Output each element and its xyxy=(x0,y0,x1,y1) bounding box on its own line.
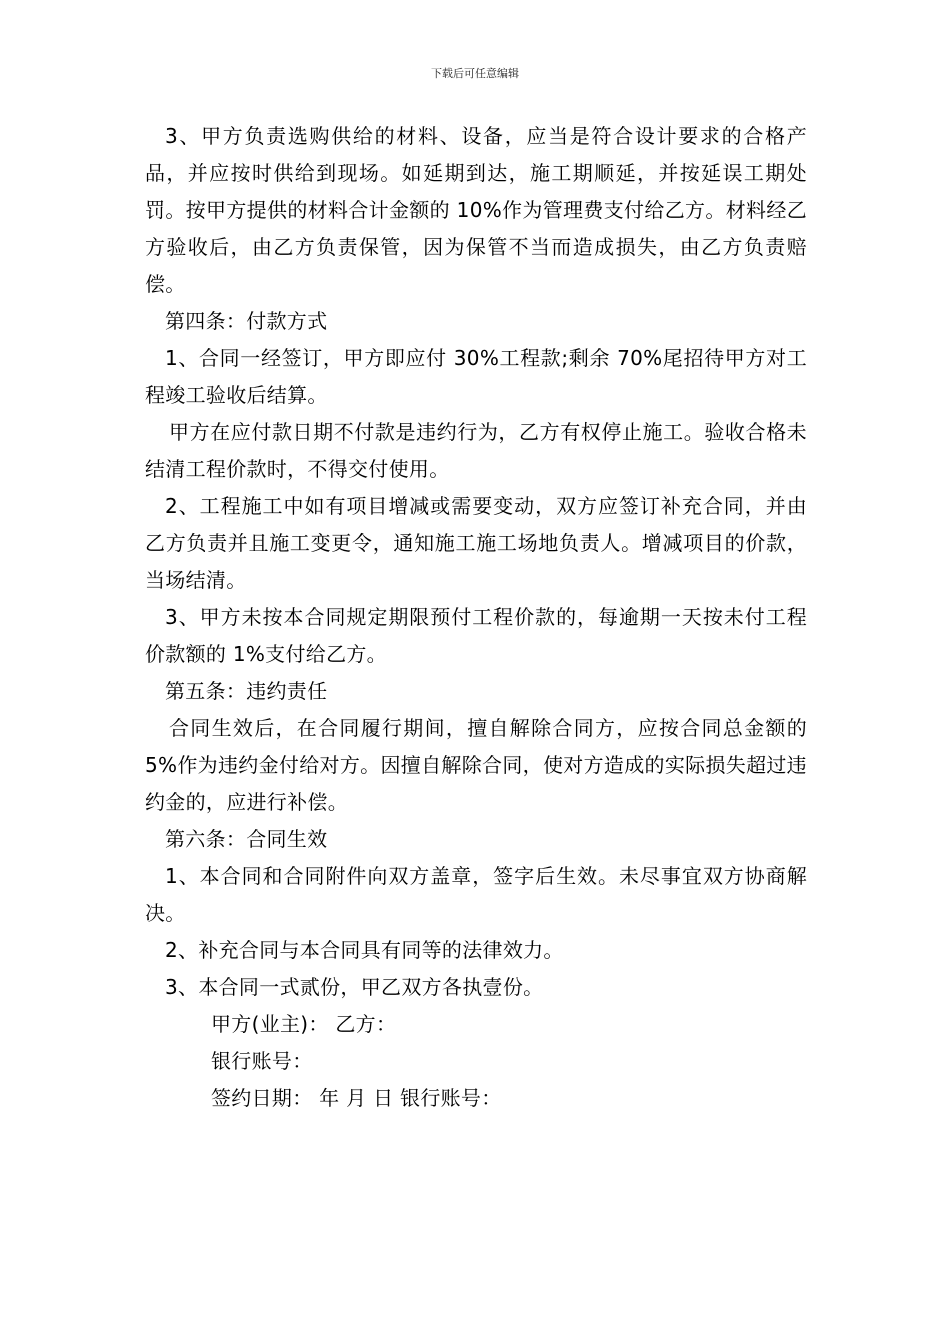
signature-party-line: 甲方(业主)： 乙方： xyxy=(211,1012,397,1036)
article-6-clause-2: 2、补充合同与本合同具有同等的法律效力。 xyxy=(165,938,564,962)
article-5-heading: 第五条：违约责任 xyxy=(165,679,328,703)
article-6-clause-3: 3、本合同一式贰份，甲乙双方各执壹份。 xyxy=(165,975,544,999)
article-6-heading: 第六条：合同生效 xyxy=(165,827,328,851)
article-4-heading: 第四条：付款方式 xyxy=(165,309,328,333)
article-4-clause-3: 3、甲方未按本合同规定期限预付工程价款的，每逾期一天按未付工程价款额的 1%支付给乙方。 xyxy=(145,605,807,666)
article-6-clause-1: 1、本合同和合同附件向双方盖章，签字后生效。未尽事宜双方协商解决。 xyxy=(145,864,807,925)
signature-bank-account-line: 银行账号： xyxy=(211,1049,313,1073)
article-4-clause-2: 2、工程施工中如有项目增减或需要变动，双方应签订补充合同，并由乙方负责并且施工变更令，通知施工施工场地负责人。增减项目的价款，当场结清。 xyxy=(145,494,807,592)
clause-3-material-supply: 3、甲方负责选购供给的材料、设备，应当是符合设计要求的合格产品，并应按时供给到现场。如延期到达，施工期顺延，并按延误工期处罚。按甲方提供的材料合计金额的 10%作为管理费支付给乙方。材料经乙方验收后，由乙方负责保管，因为保管不当而造成损失，由乙方负责赔偿。 xyxy=(145,124,807,296)
signature-date-line: 签约日期： 年 月 日 银行账号： xyxy=(211,1086,502,1110)
document-body xyxy=(145,118,807,1117)
article-5-body: 合同生效后，在合同履行期间，擅自解除合同方，应按合同总金额的 5%作为违约金付给对方。因擅自解除合同，使对方造成的实际损失超过违约金的，应进行补偿。 xyxy=(145,716,807,814)
page-header: 下载后可任意编辑 xyxy=(431,67,519,80)
article-4-late-payment: 甲方在应付款日期不付款是违约行为，乙方有权停止施工。验收合格未结清工程价款时，不得交付使用。 xyxy=(145,420,807,481)
article-4-clause-1: 1、合同一经签订，甲方即应付 30%工程款;剩余 70%尾招待甲方对工程竣工验收后结算。 xyxy=(145,346,807,407)
